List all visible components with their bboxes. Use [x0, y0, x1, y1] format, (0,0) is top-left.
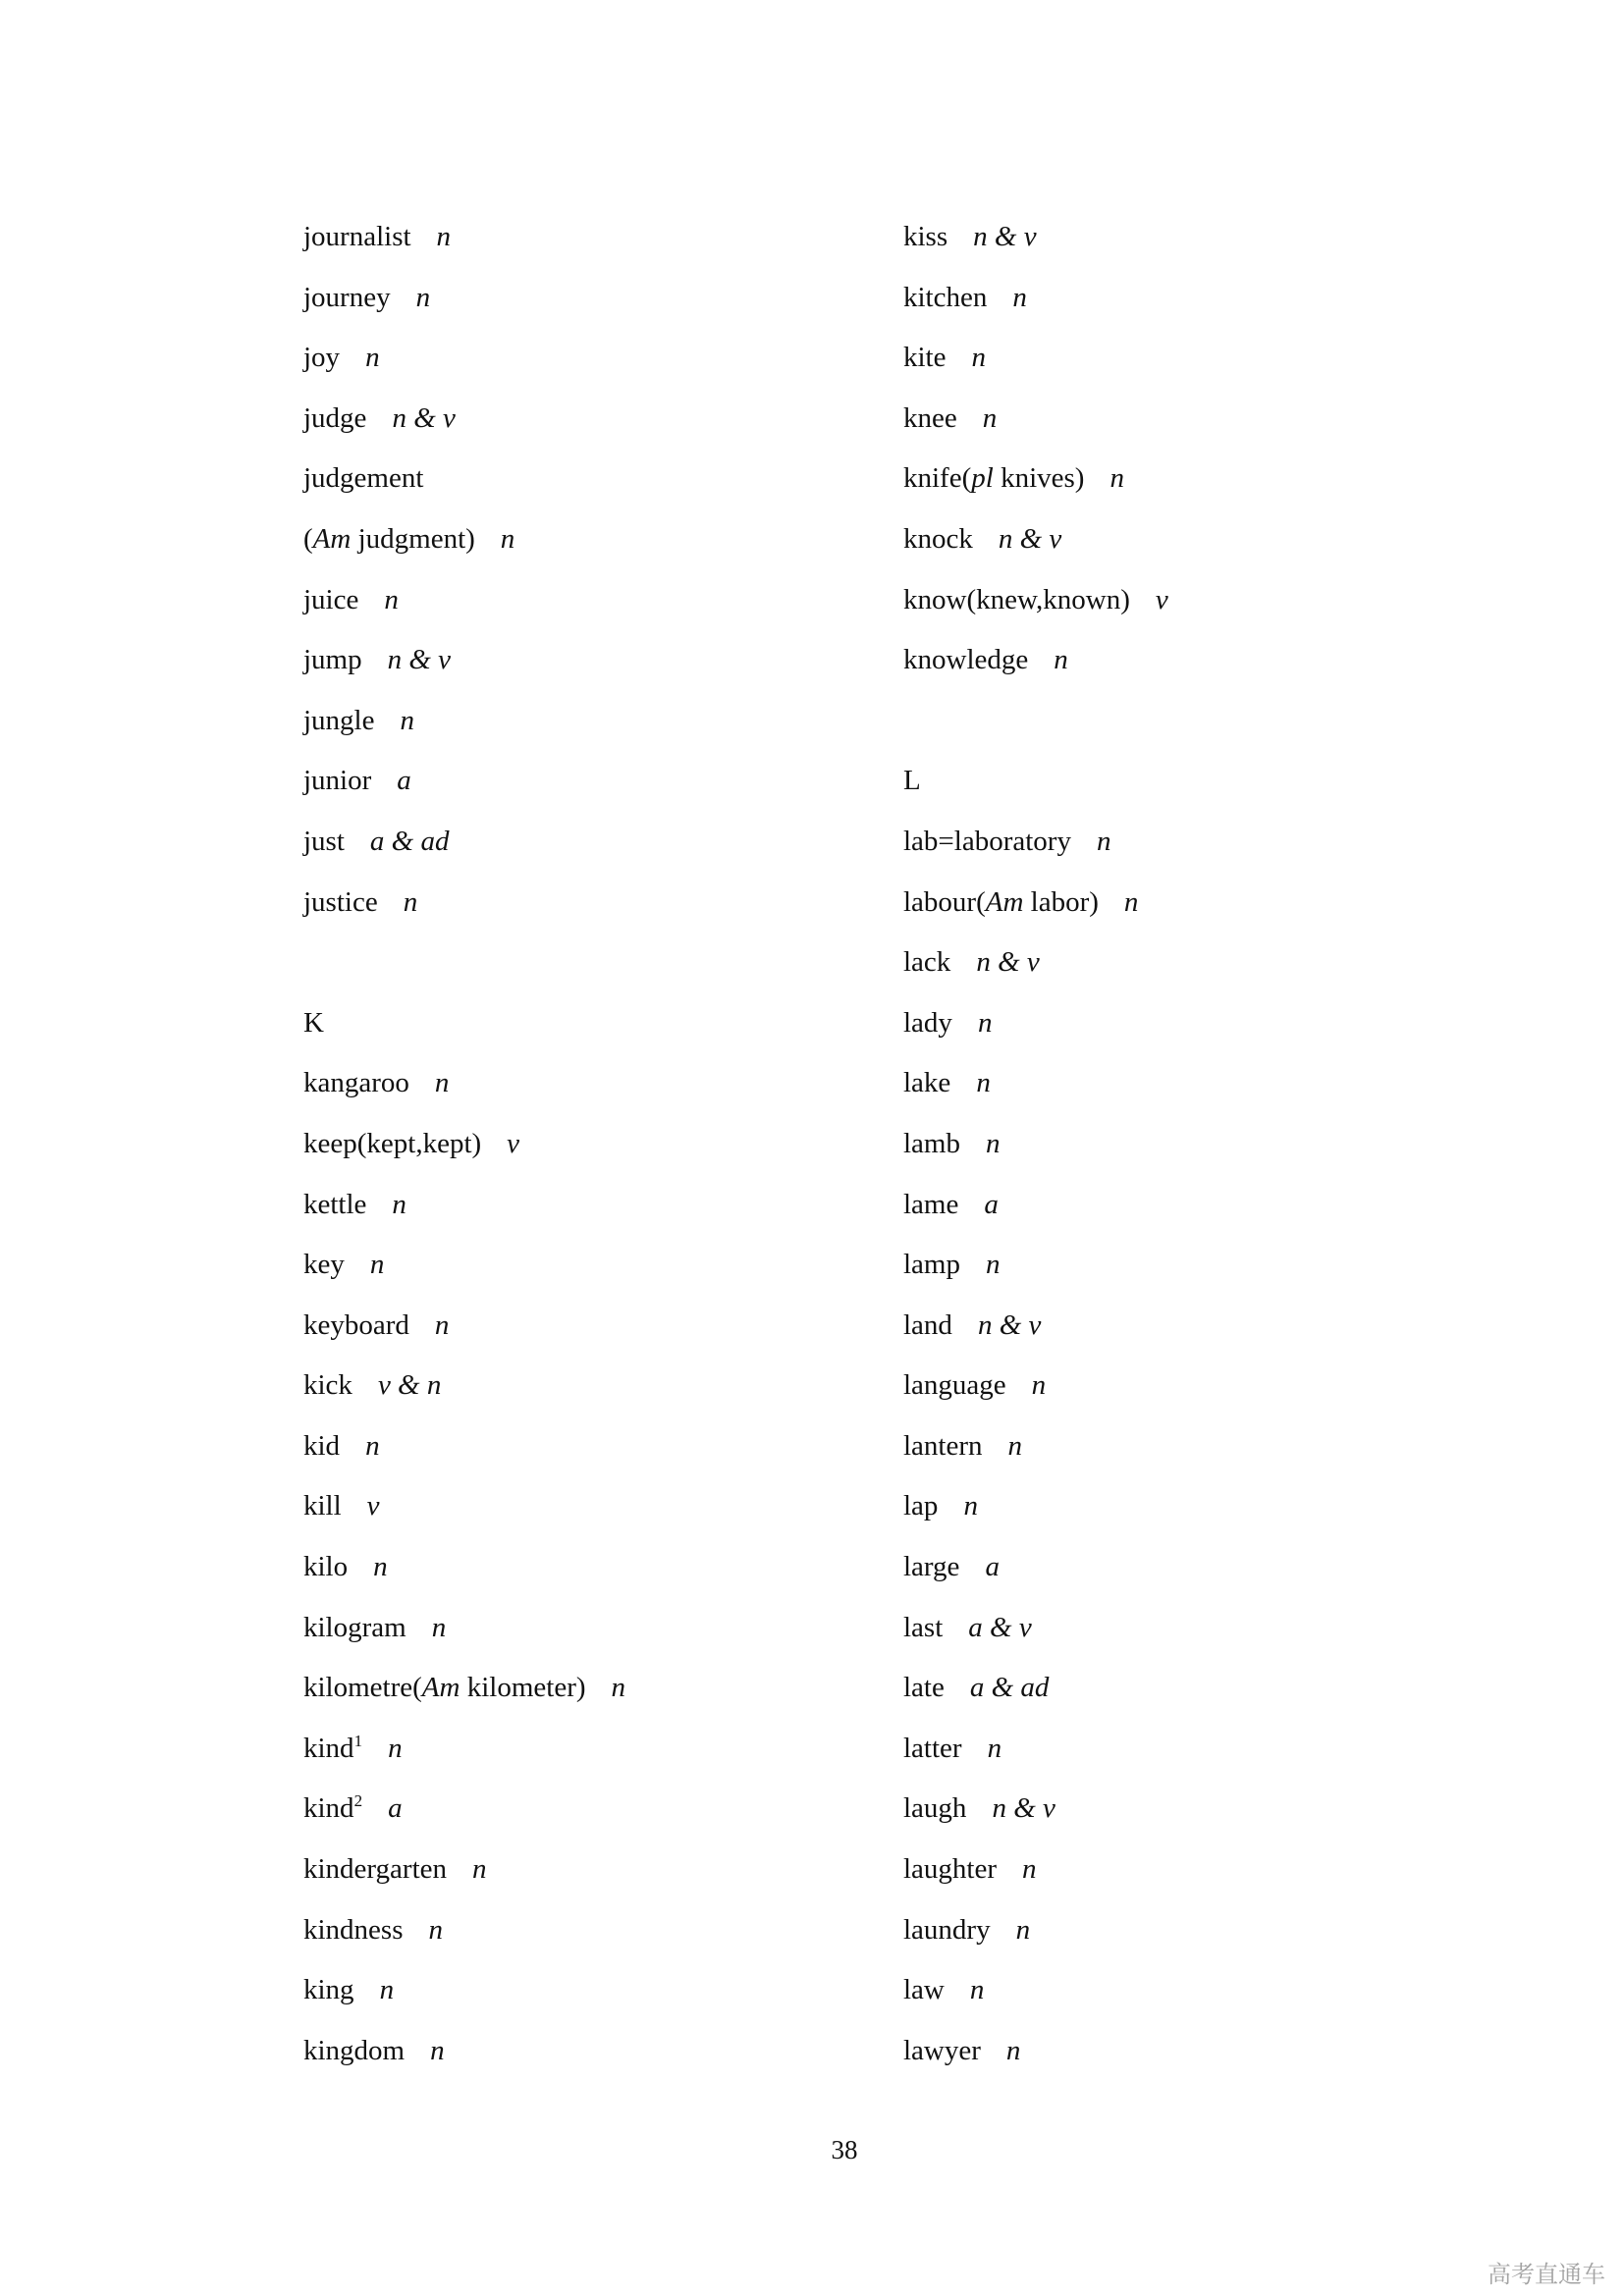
word-entry — [903, 1363, 1492, 1424]
word-entry — [303, 336, 893, 397]
part-of-speech: n — [403, 885, 418, 918]
part-of-speech: n — [1007, 1429, 1023, 1462]
headword-italic-part: Am — [312, 522, 352, 555]
word-entry — [903, 517, 1492, 578]
part-of-speech: n — [611, 1672, 626, 1704]
part-of-speech: n — [500, 522, 515, 555]
headword: judge — [303, 401, 367, 434]
headword: king — [303, 1974, 354, 2006]
word-entry — [303, 1787, 893, 1847]
part-of-speech: n — [963, 1490, 978, 1522]
word-entry — [903, 638, 1492, 699]
headword-part: ( — [303, 522, 313, 555]
headword-part: labor) — [1023, 885, 1099, 918]
part-of-speech: n & v — [392, 401, 456, 434]
part-of-speech: n — [384, 583, 399, 615]
word-entry — [303, 456, 893, 517]
headword: knee — [903, 401, 957, 434]
headword: last — [903, 1611, 944, 1643]
headword-italic-part: Am — [421, 1672, 460, 1704]
headword: latter — [903, 1732, 962, 1764]
word-entry — [303, 1847, 893, 1908]
headword: lawyer — [903, 2034, 981, 2066]
part-of-speech: n — [969, 1974, 985, 2006]
headword: lack — [903, 946, 951, 979]
word-entry — [303, 940, 893, 1001]
headword: kilo — [303, 1551, 349, 1583]
headword: just — [303, 825, 345, 857]
headword: kitchen — [903, 281, 988, 313]
part-of-speech: n — [977, 1006, 993, 1039]
headword-italic-part: Am — [985, 885, 1024, 918]
part-of-speech: n — [373, 1551, 388, 1583]
part-of-speech: n — [1015, 1913, 1031, 1946]
headword: kettle — [303, 1188, 367, 1220]
part-of-speech: n — [434, 1067, 450, 1099]
word-entry — [303, 1606, 893, 1667]
word-entry — [903, 1968, 1492, 2029]
page-number: 38 — [831, 2135, 858, 2164]
right-word-column — [903, 215, 1492, 2089]
word-entry — [903, 1606, 1492, 1667]
part-of-speech: n & v — [977, 1308, 1042, 1341]
headword: kite — [903, 342, 947, 374]
word-entry — [303, 638, 893, 699]
word-entry — [303, 578, 893, 639]
headword-part: kilometer) — [460, 1672, 586, 1704]
part-of-speech: n — [986, 1127, 1001, 1159]
word-entry — [903, 1424, 1492, 1485]
part-of-speech: n — [1031, 1369, 1047, 1402]
word-entry — [903, 1847, 1492, 1908]
word-entry — [303, 1061, 893, 1122]
headword: kingdom — [303, 2034, 406, 2066]
part-of-speech: n & v — [992, 1792, 1056, 1825]
headword: key — [303, 1249, 345, 1281]
part-of-speech: n — [982, 401, 998, 434]
part-of-speech: n — [428, 1913, 443, 1946]
word-entry — [903, 1727, 1492, 1788]
word-entry — [303, 1968, 893, 2029]
word-entry — [903, 276, 1492, 337]
part-of-speech: n — [971, 342, 986, 374]
headword: kangaroo — [303, 1067, 409, 1099]
headword-part: labour( — [903, 885, 986, 918]
part-of-speech: n & v — [976, 946, 1040, 979]
part-of-speech: n — [1096, 825, 1111, 857]
headword: kind — [303, 1732, 354, 1764]
word-entry — [303, 1424, 893, 1485]
homograph-number: 1 — [353, 1731, 363, 1750]
word-entry — [903, 1484, 1492, 1545]
part-of-speech: n — [379, 1974, 395, 2006]
part-of-speech: a & ad — [369, 825, 450, 857]
part-of-speech: n — [1022, 1853, 1037, 1886]
headword: kill — [303, 1490, 342, 1522]
part-of-speech: n & v — [998, 522, 1062, 555]
headword: joy — [303, 342, 341, 374]
word-entry — [903, 820, 1492, 881]
letter-heading — [903, 759, 1492, 820]
word-entry — [903, 215, 1492, 276]
headword: large — [903, 1551, 960, 1583]
part-of-speech: n — [365, 342, 380, 374]
word-entry — [303, 1545, 893, 1606]
headword: laughter — [903, 1853, 998, 1886]
part-of-speech: n — [365, 1429, 380, 1462]
part-of-speech: a — [984, 1188, 999, 1220]
part-of-speech: n — [1054, 644, 1068, 676]
part-of-speech: n — [434, 1308, 450, 1341]
headword: language — [903, 1369, 1006, 1402]
word-entry — [303, 820, 893, 881]
part-of-speech: n — [431, 1611, 447, 1643]
headword: kick — [303, 1369, 352, 1402]
headword: kiss — [903, 221, 948, 252]
word-entry — [903, 397, 1492, 457]
headword: keep(kept,kept) — [303, 1127, 482, 1159]
word-entry — [903, 578, 1492, 639]
part-of-speech: n — [976, 1067, 991, 1099]
headword: juice — [303, 583, 359, 615]
headword: lab=laboratory — [903, 825, 1071, 857]
part-of-speech: a — [397, 765, 411, 797]
word-entry — [303, 1908, 893, 1969]
headword: jungle — [303, 704, 375, 736]
word-entry — [303, 759, 893, 820]
headword: judgement — [303, 462, 424, 495]
headword: kilogram — [303, 1611, 406, 1643]
headword-part: judgment) — [351, 522, 475, 555]
headword: lamb — [903, 1127, 960, 1159]
word-entry — [903, 881, 1492, 941]
headword-part: knives) — [993, 462, 1085, 495]
headword: knowledge — [903, 644, 1029, 676]
left-word-column — [303, 215, 893, 2089]
word-entry — [903, 1787, 1492, 1847]
part-of-speech: n — [369, 1249, 385, 1281]
part-of-speech: n — [415, 281, 431, 313]
part-of-speech: n — [1005, 2034, 1021, 2066]
word-entry — [903, 2029, 1492, 2090]
headword-italic-part: pl — [971, 462, 994, 495]
headword: laugh — [903, 1792, 967, 1825]
letter-heading-text: K — [303, 1006, 324, 1039]
part-of-speech: n — [472, 1853, 487, 1886]
headword: journey — [303, 281, 391, 313]
part-of-speech: a & v — [968, 1611, 1032, 1643]
headword: know(knew,known) — [903, 583, 1130, 615]
word-entry — [903, 456, 1492, 517]
headword: lap — [903, 1490, 939, 1522]
word-entry — [903, 1908, 1492, 1969]
watermark: 高考直通车 — [1488, 2261, 1605, 2288]
headword: junior — [303, 765, 372, 797]
word-entry — [903, 336, 1492, 397]
headword: keyboard — [303, 1308, 409, 1341]
word-entry — [903, 1001, 1492, 1062]
headword: lady — [903, 1006, 952, 1039]
word-entry — [303, 1183, 893, 1244]
word-entry — [303, 1666, 893, 1727]
word-entry — [303, 517, 893, 578]
part-of-speech: n — [436, 221, 452, 252]
word-entry — [303, 276, 893, 337]
headword: lantern — [903, 1429, 983, 1462]
part-of-speech: n — [400, 704, 414, 736]
part-of-speech: a — [985, 1551, 1000, 1583]
word-entry — [303, 1243, 893, 1304]
headword: knock — [903, 522, 973, 555]
word-entry — [303, 699, 893, 760]
headword: kindness — [303, 1913, 404, 1946]
headword: lame — [903, 1188, 959, 1220]
part-of-speech: a & ad — [969, 1672, 1050, 1704]
headword: late — [903, 1672, 945, 1704]
part-of-speech: v & n — [377, 1369, 442, 1402]
word-entry — [303, 397, 893, 457]
word-entry — [303, 2029, 893, 2090]
headword: journalist — [303, 221, 411, 252]
homograph-number: 2 — [353, 1791, 363, 1811]
word-entry — [303, 1304, 893, 1364]
headword: lamp — [903, 1249, 960, 1281]
headword: justice — [303, 885, 378, 918]
word-entry — [903, 1545, 1492, 1606]
part-of-speech: n — [987, 1732, 1002, 1764]
headword: laundry — [903, 1913, 991, 1946]
part-of-speech: a — [388, 1792, 403, 1825]
headword: kindergarten — [303, 1853, 448, 1886]
part-of-speech: n — [1110, 462, 1124, 495]
headword: law — [903, 1974, 945, 2006]
word-entry — [303, 215, 893, 276]
word-entry — [303, 881, 893, 941]
part-of-speech: n — [986, 1249, 1001, 1281]
word-entry — [903, 1304, 1492, 1364]
headword: jump — [303, 644, 362, 676]
word-entry — [903, 1243, 1492, 1304]
word-entry — [903, 1061, 1492, 1122]
headword: lake — [903, 1067, 951, 1099]
part-of-speech: n & v — [387, 644, 452, 676]
word-entry — [903, 1666, 1492, 1727]
part-of-speech: n — [1012, 281, 1027, 313]
part-of-speech: n — [430, 2034, 445, 2066]
headword: kind — [303, 1792, 354, 1825]
letter-heading — [303, 1001, 893, 1062]
word-entry — [903, 699, 1492, 760]
part-of-speech: v — [1155, 583, 1168, 615]
part-of-speech: n — [392, 1188, 406, 1220]
word-entry — [903, 1122, 1492, 1183]
headword: land — [903, 1308, 952, 1341]
part-of-speech: n & v — [973, 221, 1037, 252]
word-entry — [303, 1484, 893, 1545]
headword: kid — [303, 1429, 341, 1462]
word-entry — [303, 1363, 893, 1424]
word-entry — [303, 1122, 893, 1183]
word-entry — [903, 940, 1492, 1001]
part-of-speech: n — [388, 1732, 403, 1764]
headword-part: kilometre( — [303, 1672, 422, 1704]
word-entry — [303, 1727, 893, 1788]
letter-heading-text: L — [903, 765, 921, 797]
part-of-speech: v — [366, 1490, 380, 1522]
part-of-speech: v — [507, 1127, 520, 1159]
word-entry — [903, 1183, 1492, 1244]
headword-part: knife( — [903, 462, 972, 495]
part-of-speech: n — [1123, 885, 1139, 918]
